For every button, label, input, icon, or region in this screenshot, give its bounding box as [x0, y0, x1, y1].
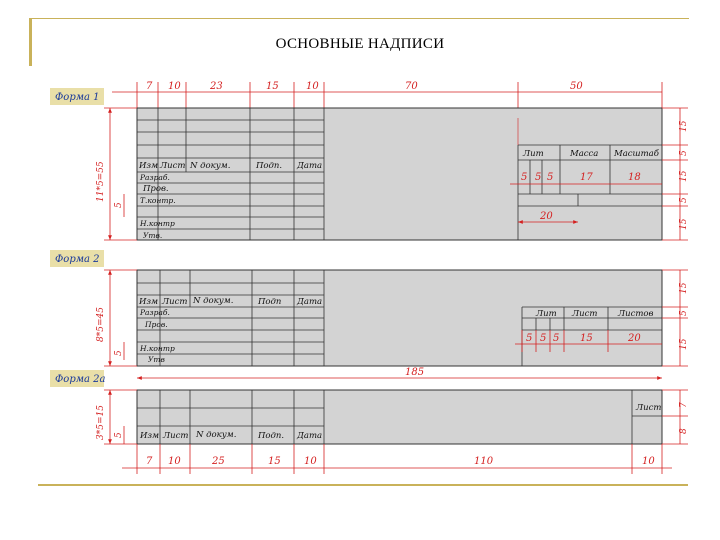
- f1-side-small: 5: [114, 202, 124, 208]
- f2-h-podp: Подп: [258, 297, 282, 307]
- f2-side-small: 5: [114, 350, 124, 356]
- f2-r-15a: 15: [679, 282, 689, 294]
- f2a-h-izm: Изм: [140, 431, 160, 441]
- f2-h-data: Дата: [297, 297, 323, 307]
- f2-row-razrab: Разраб.: [140, 308, 170, 317]
- f2-cell-list: Лист: [572, 309, 598, 319]
- f2-r-15b: 15: [679, 338, 689, 350]
- f2-cell-lit: Лит: [536, 309, 557, 319]
- f1-h-podp: Подп.: [256, 161, 283, 171]
- f1-dim-6: 70: [405, 81, 418, 92]
- f1-cell-masshtab: Масштаб: [614, 149, 659, 159]
- f1-dim-7: 50: [570, 81, 583, 92]
- f1-h-list: Лист: [160, 161, 186, 171]
- f1-r-5b: 5: [679, 197, 689, 203]
- f2-b-5b: 5: [540, 333, 547, 344]
- f1-b-17: 17: [580, 172, 593, 183]
- f2a-side-label: 3*5=15: [96, 405, 106, 440]
- form-2-label: Форма 2: [55, 254, 100, 265]
- f2-h-doc: N докум.: [193, 296, 234, 306]
- slide-title: ОСНОВНЫЕ НАДПИСИ: [275, 36, 445, 52]
- f1-row-nkontr: Н.контр: [140, 219, 175, 228]
- form-1-label: Форма 1: [55, 92, 100, 103]
- f2a-b-10b: 10: [304, 456, 317, 467]
- f2-b-5a: 5: [526, 333, 533, 344]
- f2a-h-podp: Подп.: [258, 431, 285, 441]
- f2-row-nkontr: Н.контр: [140, 344, 175, 353]
- f1-row-utv: Утв.: [143, 231, 163, 240]
- form-1: [50, 81, 689, 240]
- f2a-b-15: 15: [268, 456, 281, 467]
- f1-cell-lit: Лит: [523, 149, 544, 159]
- f2-row-prov: Пров.: [145, 320, 168, 329]
- form-2: [50, 250, 689, 378]
- form-2a-label: Форма 2а: [55, 374, 106, 385]
- form-2a: [50, 370, 689, 474]
- f1-side-label: 11*5=55: [96, 161, 106, 202]
- f1-r-15c: 15: [679, 218, 689, 230]
- form-2a-right-dimensions: [662, 390, 688, 444]
- f1-dim-20: 20: [540, 211, 553, 222]
- f1-b-5c: 5: [547, 172, 554, 183]
- f2-r-5: 5: [679, 310, 689, 316]
- f1-r-15a: 15: [679, 120, 689, 132]
- f2-cell-listov: Листов: [618, 309, 654, 319]
- f1-h-izm: Изм: [139, 161, 159, 171]
- f1-dim-5: 10: [306, 81, 319, 92]
- f1-h-data: Дата: [297, 161, 323, 171]
- f1-r-5a: 5: [679, 150, 689, 156]
- f2a-side-small: 5: [114, 432, 124, 438]
- f1-b-18: 18: [628, 172, 641, 183]
- f1-dim-3: 23: [210, 81, 223, 92]
- f1-dim-2: 10: [168, 81, 181, 92]
- f2a-b-7: 7: [146, 456, 153, 467]
- f1-cell-massa: Масса: [570, 149, 599, 159]
- f2a-h-list: Лист: [163, 431, 189, 441]
- f1-dim-1: 7: [146, 81, 153, 92]
- f1-h-doc: N докум.: [190, 161, 231, 171]
- f2a-h-doc: N докум.: [196, 430, 237, 440]
- f2-row-utv: Утв: [148, 355, 165, 364]
- f2a-h-data: Дата: [297, 431, 323, 441]
- f1-b-5a: 5: [521, 172, 528, 183]
- f2a-r-8: 8: [679, 428, 689, 434]
- f1-row-razrab: Разраб.: [140, 173, 170, 182]
- f1-row-prov: Пров.: [143, 184, 169, 194]
- form-1-side-dimension: [104, 108, 137, 240]
- f2-b-5c: 5: [553, 333, 560, 344]
- f2a-r-7: 7: [679, 402, 689, 408]
- f2a-b-10c: 10: [642, 456, 655, 467]
- form-2a-bottom-dimensions: [122, 444, 672, 474]
- overall-185: 185: [405, 367, 425, 378]
- f1-r-15b: 15: [679, 170, 689, 182]
- f2-b-20: 20: [628, 333, 641, 344]
- f2-side-label: 8*5=45: [96, 307, 106, 342]
- f1-dim-4: 15: [266, 81, 279, 92]
- f2-h-list: Лист: [162, 297, 188, 307]
- f2a-b-110: 110: [474, 456, 494, 467]
- f1-b-5b: 5: [535, 172, 542, 183]
- f1-row-tkontr: Т.контр.: [140, 196, 176, 205]
- f2-b-15: 15: [580, 333, 593, 344]
- f2a-b-10a: 10: [168, 456, 181, 467]
- f2a-cell-list: Лист: [636, 403, 662, 413]
- f2-h-izm: Изм: [139, 297, 159, 307]
- f2a-b-25: 25: [212, 456, 225, 467]
